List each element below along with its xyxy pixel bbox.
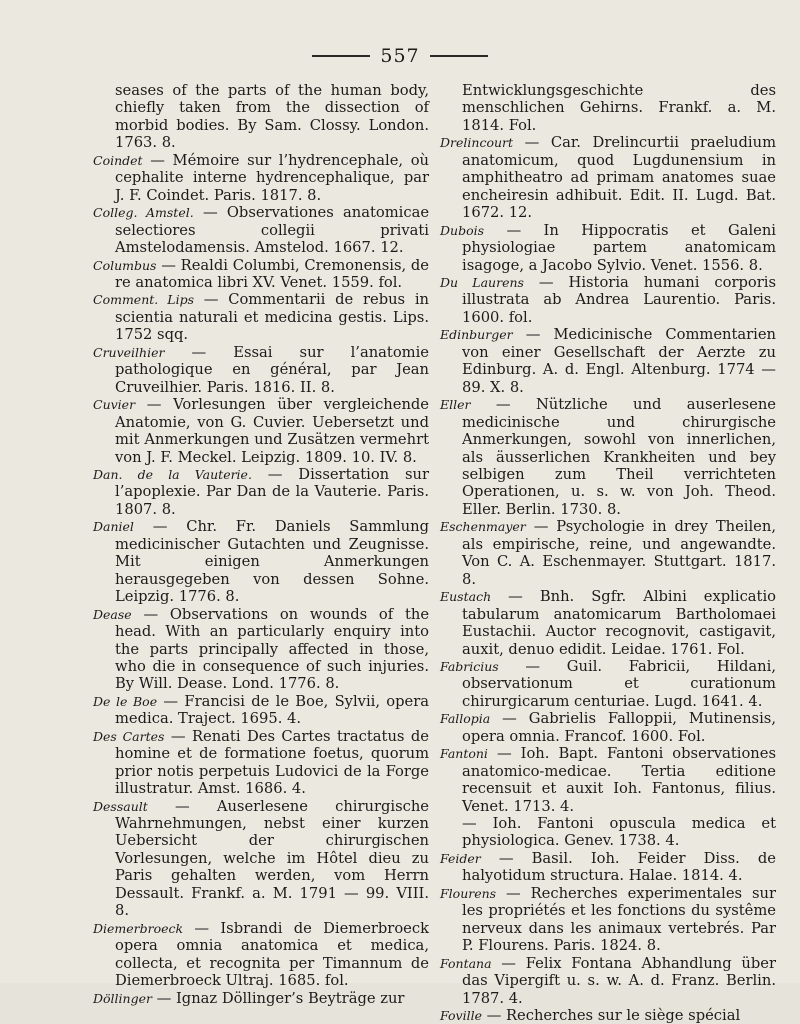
entry-key: Cruveilhier xyxy=(93,344,165,360)
entry-text: — Francisi de le Boe, Sylvii, opera medica. Traject. 1695. 4. xyxy=(115,692,430,728)
entry-key: Döllinger xyxy=(93,990,152,1006)
bibliography-entry xyxy=(93,518,429,605)
entry-text: — Basil. Ioh. Feider Diss. de halyotidum structura. Halae. 1814. 4. xyxy=(462,849,776,885)
entry-text: — Psychologie in drey Theilen, als empirische, reine, und angewandte. Von C. A. Eschenmayer. Stuttgart. 1817. 8. xyxy=(462,518,776,588)
entry-key: De le Boe xyxy=(93,693,158,709)
right-column xyxy=(440,82,776,1024)
bibliography-entry xyxy=(93,693,429,728)
entry-key: Eschenmayer xyxy=(440,519,526,535)
header-rule-left xyxy=(312,55,370,57)
entry-key: Columbus xyxy=(93,257,157,273)
entry-text: — Essai sur l’anatomie pathologique en général, par Jean Cruveilhier. Paris. 1816. II. 8. xyxy=(115,343,429,396)
bibliography-entry xyxy=(440,134,776,221)
entry-text: — Ioh. Bapt. Fantoni observationes anatomico-medicae. Tertia editione recensuit et auxit Ioh. Fantonus, filius. Venet. 1713. 4. xyxy=(462,745,776,815)
bibliography-entry xyxy=(440,955,776,1007)
bibliography-entry xyxy=(93,466,429,518)
entry-key: Eustach xyxy=(440,589,492,605)
entry-text: — Medicinische Commentarien von einer Gesellschaft der Aerzte zu Edinburg. A. d. Engl. Altenburg. 1774 — 89. X. 8. xyxy=(462,326,777,396)
bibliography-entry xyxy=(440,396,776,518)
bibliography-entry xyxy=(440,588,776,658)
bibliography-entry xyxy=(93,396,429,466)
entry-text: — Nützliche und auserlesene medicinische und chirurgische Anmerkungen, sowohl von innerlichen, als äusserlichen Krankheiten und bey selbigen zum Theil verrichteten Operationen, u. s. w. von Joh. Theod. Eller. Berlin. 1730. 8. xyxy=(462,396,776,518)
entry-text: — Recherches experimentales sur les propriétés et les fonctions du systême nerveux dans les animaux vertebrés. Par P. Flourens. Paris. 1824. 8. xyxy=(462,884,776,955)
bibliography-entry xyxy=(440,850,776,885)
entry-text: — Ioh. Fantoni opuscula medica et physiologica. Genev. 1738. 4. xyxy=(462,815,776,850)
entry-text: — Car. Drelincurtii praeludium anatomicum, quod Lugdunensium in amphitheatro ad primam anatomes suae encheiresin adhibuit. Edit. II. Lugd. Bat. 1672. 12. xyxy=(462,134,777,222)
bibliography-entry xyxy=(440,885,776,955)
entry-text: — Realdi Columbi, Cremonensis, de re anatomica libri XV. Venet. 1559. fol. xyxy=(115,256,429,291)
entry-key: Dan. de la Vauterie. xyxy=(93,466,252,482)
entry-text: — Mémoire sur l’hydrencephale, où cephalite interne hydrencephalique, par J. F. Coindet. Paris. 1817. 8. xyxy=(115,151,430,204)
entry-key: Fantoni xyxy=(440,746,488,762)
entry-key: Des Cartes xyxy=(93,728,165,744)
bibliography-entry xyxy=(93,990,429,1007)
entry-key: Feider xyxy=(440,850,481,866)
entry-key: Du Laurens xyxy=(440,274,524,290)
bibliography-continuation xyxy=(440,815,776,850)
bibliography-entry xyxy=(440,274,776,326)
entry-key: Coindet xyxy=(93,152,143,168)
entry-key: Daniel xyxy=(93,519,134,535)
bibliography-entry xyxy=(440,1007,776,1024)
entry-key: Drelincourt xyxy=(440,135,514,151)
entry-key: Fabricius xyxy=(440,658,499,674)
bibliography-entry xyxy=(440,658,776,710)
entry-text: — Ignaz Döllinger’s Beyträge zur xyxy=(156,989,405,1007)
entry-text: — Historia humani corporis illustrata ab Andrea Laurentio. Paris. 1600. fol. xyxy=(462,273,776,326)
entry-text: — Observations on wounds of the head. With an particularly enquiry into the parts principally affected in those, who die in consequence of such injuries. By Will. Dease. Lond. 1776. 8. xyxy=(115,605,430,693)
page-header xyxy=(0,42,800,70)
entry-text: — Renati Des Cartes tractatus de homine et de formatione foetus, quorum prior notis perpetuis Ludovici de la Forge illustratur. Amst. 1686. 4. xyxy=(115,727,429,798)
entry-key: Eller xyxy=(440,397,471,413)
entry-text: — Isbrandi de Diemerbroeck opera omnia anatomica et medica, collecta, et recognita per Timannum de Diemerbroeck Ultraj. 1685. fol. xyxy=(115,919,429,990)
entry-key: Colleg. Amstel. xyxy=(93,205,194,221)
bibliography-entry xyxy=(440,326,776,396)
entry-text: seases of the parts of the human body, chiefly taken from the dissection of morbid bodies. By Sam. Clossy. London. 1763. 8. xyxy=(115,82,429,152)
left-column xyxy=(93,82,429,1007)
entry-text: Entwicklungsgeschichte des menschlichen Gehirns. Frankf. a. M. 1814. Fol. xyxy=(462,82,776,134)
entry-text: — Commentarii de rebus in scientia naturali et medicina gestis. Lips. 1752 sqq. xyxy=(115,291,430,344)
entry-text: — Recherches sur le siège spécial xyxy=(486,1007,741,1024)
entry-key: Dessault xyxy=(93,798,148,814)
entry-text: — Felix Fontana Abhandlung über das Vipergift u. s. w. A. d. Franz. Berlin. 1787. 4. xyxy=(462,954,776,1007)
bibliography-entry xyxy=(93,291,429,343)
bibliography-entry xyxy=(93,728,429,798)
bibliography-entry xyxy=(93,152,429,204)
entry-key: Edinburger xyxy=(440,327,513,343)
bibliography-continuation xyxy=(93,82,429,152)
entry-key: Diemerbroeck xyxy=(93,920,184,936)
entry-text: — Chr. Fr. Daniels Sammlung medicinischer Gutachten und Zeugnisse. Mit einigen Anmerkungen herausgegeben von dessen Sohne. Leipzig. 1776. 8. xyxy=(115,518,429,606)
bibliography-continuation xyxy=(440,82,776,134)
bibliography-entry xyxy=(93,257,429,292)
bibliography-entry xyxy=(440,745,776,815)
bibliography-entry xyxy=(93,798,429,920)
bibliography-entry xyxy=(440,518,776,588)
entry-key: Fontana xyxy=(440,955,492,971)
entry-key: Foville xyxy=(440,1008,482,1024)
entry-text: — Bnh. Sgfr. Albini explicatio tabularum anatomicarum Bartholomaei Eustachii. Auctor recognovit, castigavit, auxit, denuo edidit. Leidae. 1761. Fol. xyxy=(462,588,776,658)
header-rule-right xyxy=(430,55,488,57)
bibliography-entry xyxy=(93,606,429,693)
bibliography-entry xyxy=(93,204,429,256)
entry-key: Flourens xyxy=(440,885,497,901)
bibliography-entry xyxy=(440,222,776,274)
entry-text: — Guil. Fabricii, Hildani, observationum et curationum chirurgicarum centuriae. Lugd. 1641. 4. xyxy=(462,657,777,710)
entry-text: — Auserlesene chirurgische Wahrnehmungen, nebst einer kurzen Uebersicht der chirurgischen Vorlesungen, welche im Hôtel dieu zu Paris gehalten werden, vom Herrn Dessault. Frankf. a. M. 1791 — 99. VIII. 8. xyxy=(115,797,429,920)
entry-text: — In Hippocratis et Galeni physiologiae partem anatomicam isagoge, a Jacobo Sylvio. Venet. 1556. 8. xyxy=(462,221,776,274)
bibliography-entry xyxy=(93,920,429,990)
entry-text: — Observationes anatomicae selectiores collegii privati Amstelodamensis. Amstelod. 1667. 12. xyxy=(115,204,430,257)
page-number: 557 xyxy=(380,45,420,67)
entry-key: Dease xyxy=(93,606,132,622)
entry-key: Cuvier xyxy=(93,397,136,413)
entry-text: — Dissertation sur l’apoplexie. Par Dan de la Vauterie. Paris. 1807. 8. xyxy=(115,465,429,518)
entry-text: — Gabrielis Falloppii, Mutinensis, opera omnia. Francof. 1600. Fol. xyxy=(462,710,776,745)
bibliography-entry xyxy=(93,344,429,396)
entry-key: Fallopia xyxy=(440,711,491,727)
bibliography-entry xyxy=(440,710,776,745)
entry-text: — Vorlesungen über vergleichende Anatomie, von G. Cuvier. Uebersetzt und mit Anmerkungen und Zusätzen vermehrt von J. F. Meckel. Leipzig. 1809. 10. IV. 8. xyxy=(115,396,430,466)
entry-key: Dubois xyxy=(440,222,485,238)
entry-key: Comment. Lips xyxy=(93,292,195,308)
